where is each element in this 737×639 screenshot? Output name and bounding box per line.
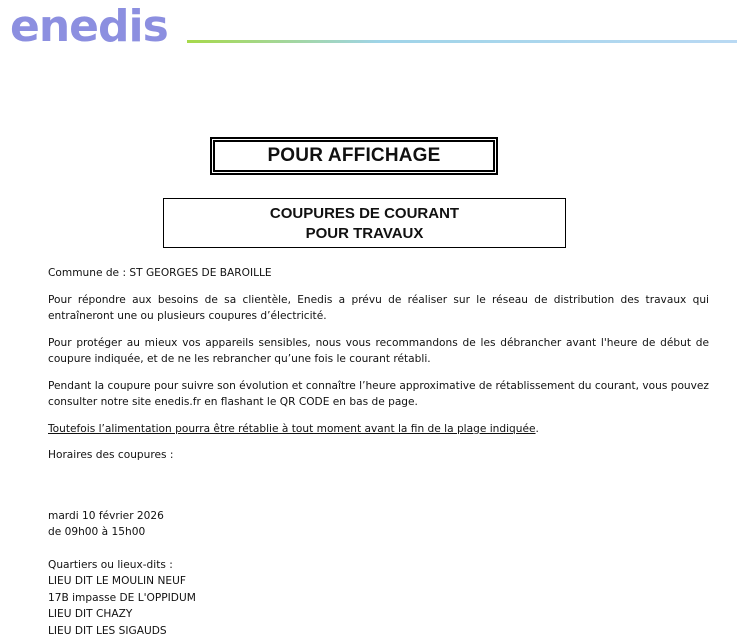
header-divider (187, 40, 737, 43)
pour-affichage-title: POUR AFFICHAGE (267, 145, 440, 167)
commune-line: Commune de : ST GEORGES DE BAROILLE (48, 265, 709, 282)
notice-body (48, 265, 709, 639)
paragraph-2: Pour protéger au mieux vos appareils sensibles, nous vous recommandons de les débrancher avant l'heure de début de coupure indiquée, et de ne les rebrancher qu’une fois le courant rétabli. (48, 335, 709, 368)
coupures-title-line2: POUR TRAVAUX (164, 224, 565, 244)
coupure-date: mardi 10 février 2026 (48, 508, 709, 525)
coupure-time-range: de 09h00 à 15h00 (48, 524, 709, 541)
warning-line (48, 421, 709, 438)
paragraph-3: Pendant la coupure pour suivre son évolution et connaître l’heure approximative de rétablissement du courant, vous pouvez consulter notre site enedis.fr en flashant le QR CODE en bas de page. (48, 378, 709, 411)
warning-suffix: . (536, 423, 539, 435)
quartiers-label: Quartiers ou lieux-dits : (48, 557, 709, 574)
place-item: LIEU DIT CHAZY (48, 606, 709, 623)
warning-underlined-text: Toutefois l’alimentation pourra être rétablie à tout moment avant la fin de la plage indiquée (48, 423, 536, 435)
enedis-logo-text: enedis (10, 4, 168, 44)
paragraph-1: Pour répondre aux besoins de sa clientèle, Enedis a prévu de réaliser sur le réseau de distribution des travaux qui entraîneront une ou plusieurs coupures d’électricité. (48, 292, 709, 325)
place-item: 17B impasse DE L'OPPIDUM (48, 590, 709, 607)
pour-affichage-box (210, 137, 498, 175)
coupures-title-box (163, 198, 566, 248)
horaires-label: Horaires des coupures : (48, 447, 709, 464)
place-item: LIEU DIT LES SIGAUDS (48, 623, 709, 639)
place-item: LIEU DIT LE MOULIN NEUF (48, 573, 709, 590)
coupures-title-line1: COUPURES DE COURANT (164, 204, 565, 224)
enedis-logo (10, 4, 182, 44)
